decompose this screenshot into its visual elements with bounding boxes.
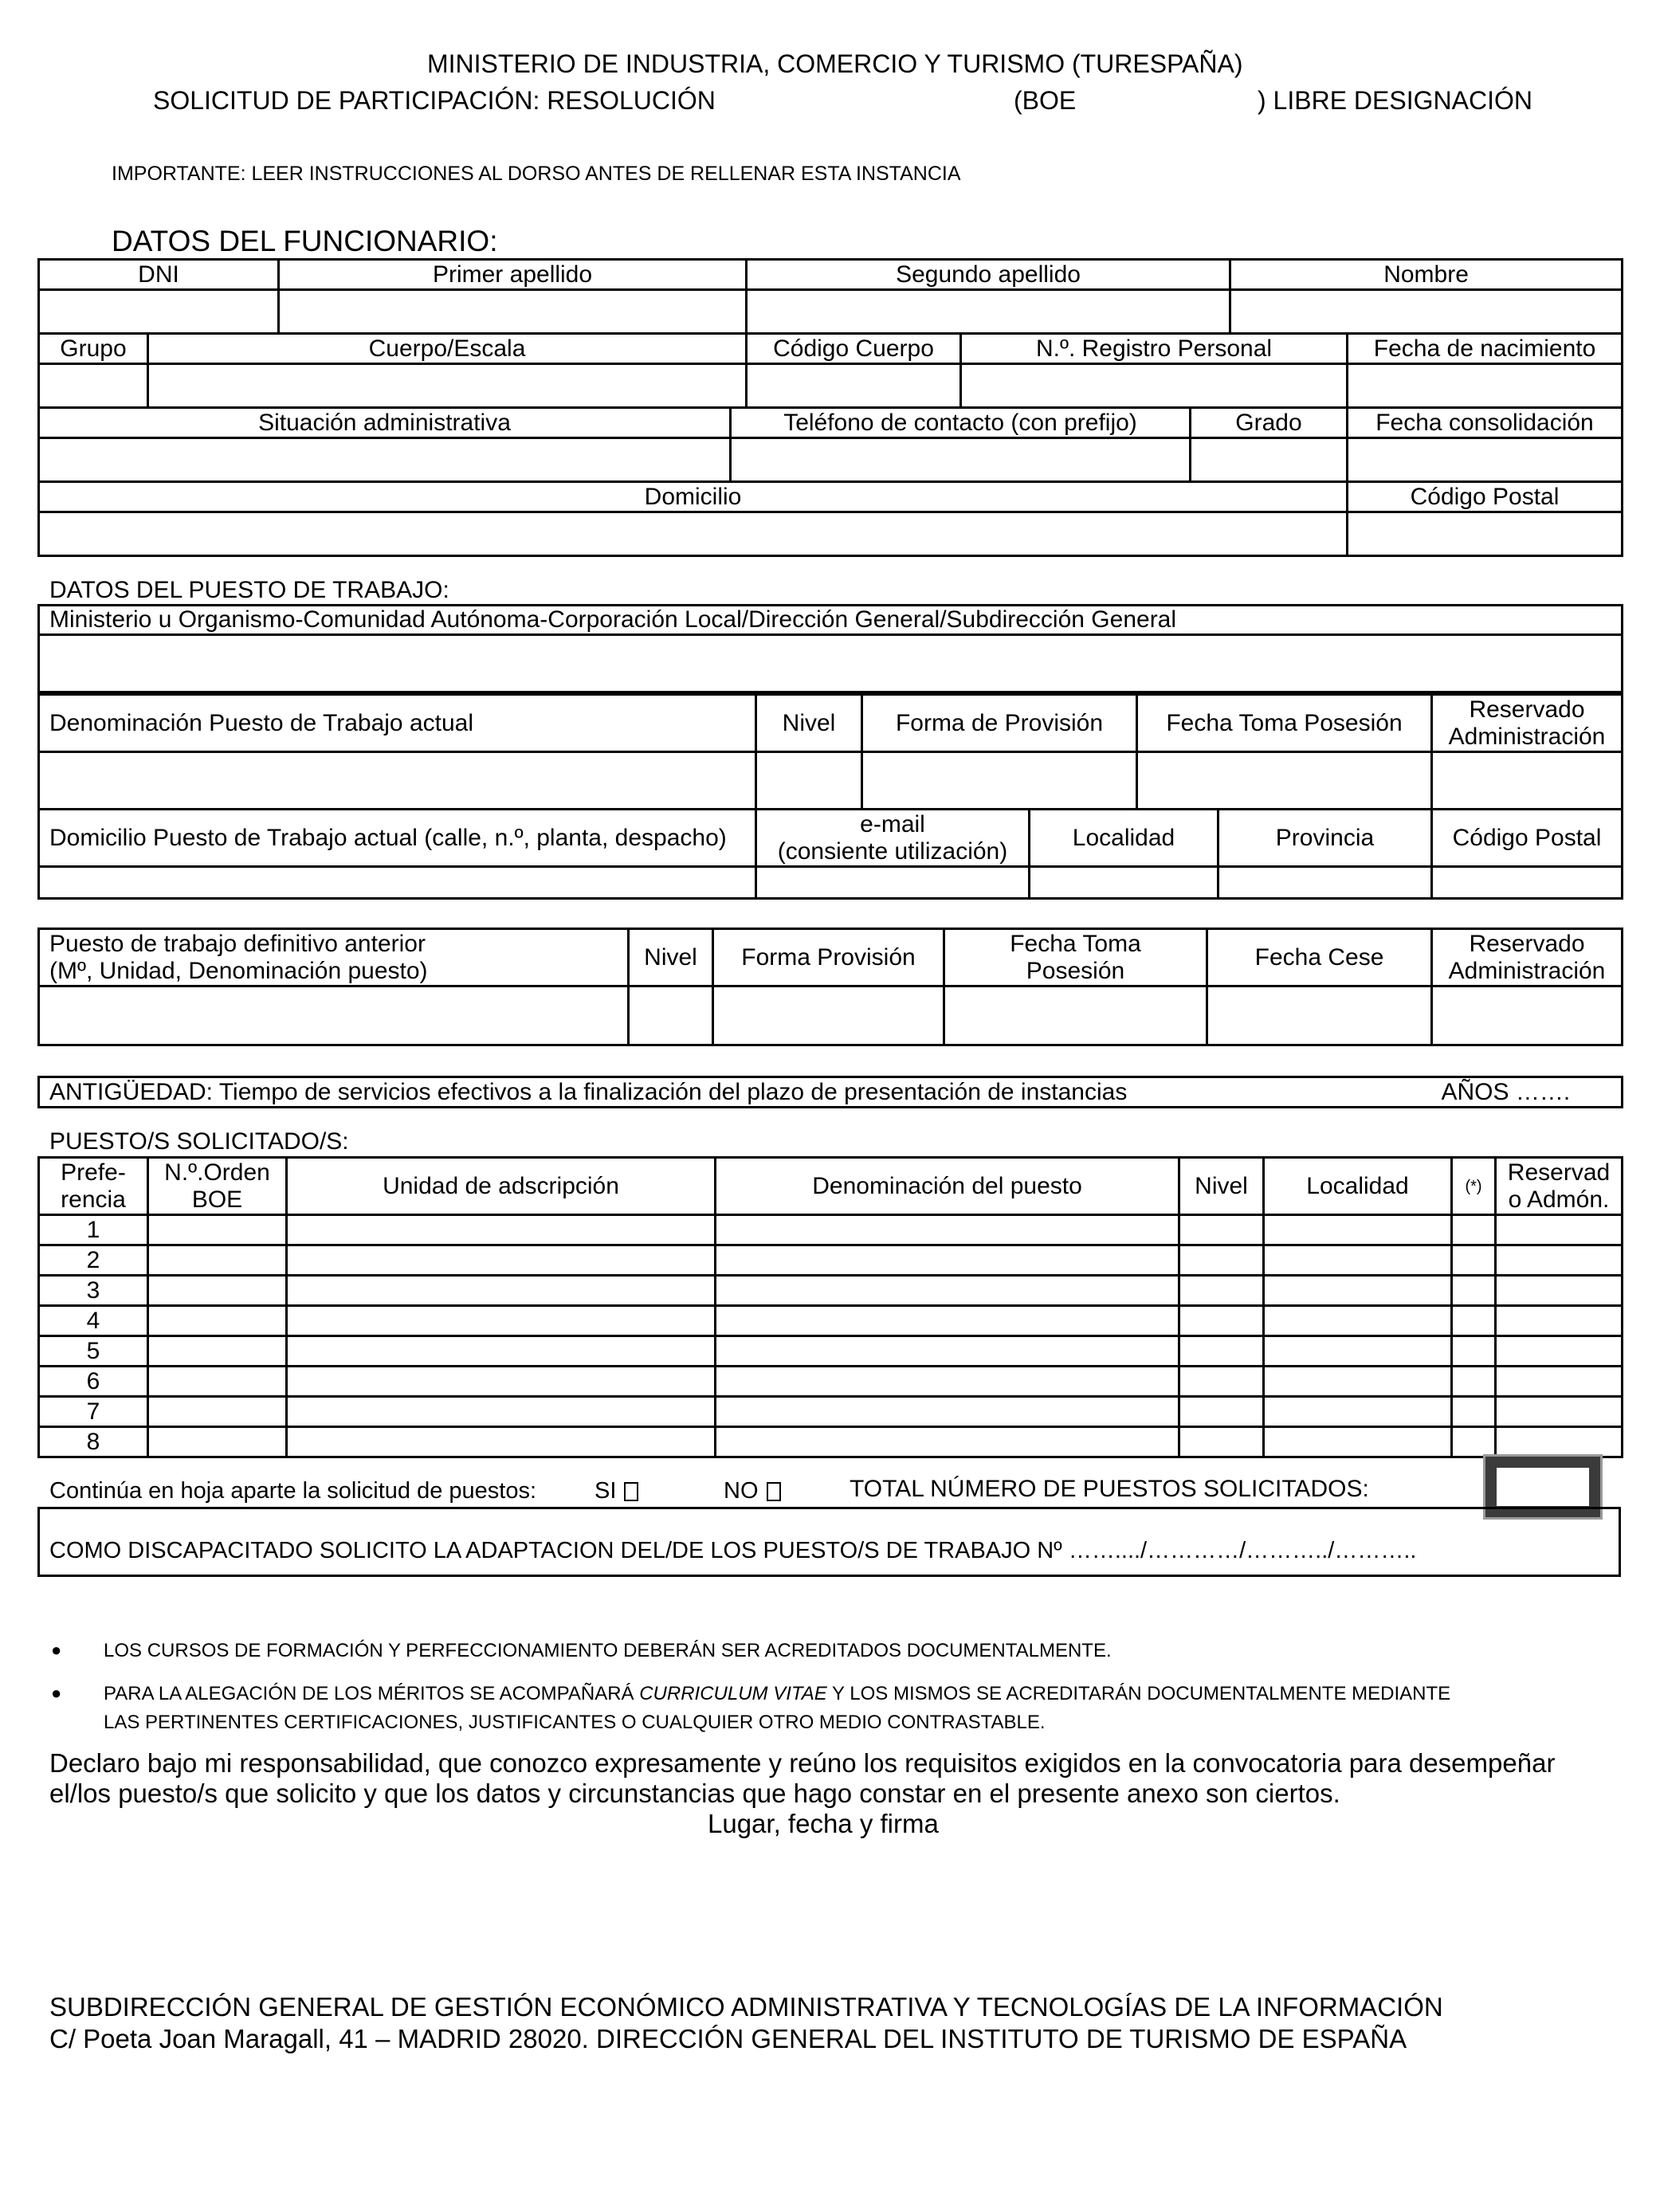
cell[interactable] bbox=[1452, 1336, 1496, 1367]
label-reservado bbox=[1432, 695, 1623, 752]
table-row bbox=[39, 1336, 1623, 1367]
field-nivel[interactable] bbox=[756, 752, 862, 810]
label-cuerpo-escala: Cuerpo/Escala bbox=[148, 334, 747, 364]
cell[interactable] bbox=[287, 1397, 716, 1427]
cell[interactable] bbox=[1452, 1427, 1496, 1457]
cell[interactable] bbox=[148, 1336, 287, 1367]
field-registro-personal[interactable] bbox=[961, 364, 1348, 408]
no-option[interactable] bbox=[724, 1478, 781, 1504]
field-grado[interactable] bbox=[1191, 438, 1348, 482]
cell[interactable] bbox=[1264, 1306, 1452, 1336]
label-localidad: Localidad bbox=[1030, 810, 1218, 867]
pref-line1: Prefe- bbox=[61, 1159, 126, 1186]
puesto-anterior-line2: (Mº, Unidad, Denominación puesto) bbox=[49, 957, 428, 984]
cell[interactable] bbox=[148, 1427, 287, 1457]
cell[interactable] bbox=[1496, 1306, 1623, 1336]
footer-line2: C/ Poeta Joan Maragall, 41 – MADRID 28020. DIRECCIÓN GENERAL DEL INSTITUTO DE TURISMO DE ESPAÑA bbox=[49, 2024, 1407, 2053]
cell[interactable] bbox=[1496, 1427, 1623, 1457]
table-row bbox=[39, 1427, 1623, 1457]
field-forma-provision-anterior[interactable] bbox=[713, 986, 944, 1045]
label-denominacion-solicitado: Denominación del puesto bbox=[716, 1158, 1179, 1215]
puesto-table-2 bbox=[37, 693, 1623, 810]
row-number: 5 bbox=[39, 1336, 148, 1367]
label-situacion: Situación administrativa bbox=[39, 408, 731, 438]
cell[interactable] bbox=[1264, 1215, 1452, 1245]
solicitados-table bbox=[37, 1156, 1623, 1458]
label-fecha-cese: Fecha Cese bbox=[1207, 929, 1432, 986]
field-reservado[interactable] bbox=[1432, 752, 1623, 810]
funcionario-title: DATOS DEL FUNCIONARIO: bbox=[112, 225, 498, 257]
table-row bbox=[39, 1215, 1623, 1245]
cell[interactable] bbox=[148, 1397, 287, 1427]
bullet-text-1: LOS CURSOS DE FORMACIÓN Y PERFECCIONAMIENTO DEBERÁN SER ACREDITADOS DOCUMENTALMENTE. bbox=[104, 1640, 1112, 1661]
important-note: IMPORTANTE: LEER INSTRUCCIONES AL DORSO ANTES DE RELLENAR ESTA INSTANCIA bbox=[112, 163, 961, 185]
label-orden-boe bbox=[148, 1158, 287, 1215]
label-domicilio-puesto: Domicilio Puesto de Trabajo actual (calle, n.º, planta, despacho) bbox=[39, 810, 756, 867]
header-ministry: MINISTERIO DE INDUSTRIA, COMERCIO Y TURISMO (TURESPAÑA) bbox=[427, 49, 1243, 78]
field-puesto-anterior[interactable] bbox=[39, 986, 629, 1045]
cell[interactable] bbox=[1496, 1336, 1623, 1367]
cell[interactable] bbox=[1179, 1245, 1264, 1276]
label-reservado-anterior bbox=[1432, 929, 1623, 986]
cell[interactable] bbox=[716, 1397, 1179, 1427]
row-number: 8 bbox=[39, 1427, 148, 1457]
field-localidad[interactable] bbox=[1030, 867, 1218, 899]
label-grado: Grado bbox=[1191, 408, 1348, 438]
cell[interactable] bbox=[148, 1245, 287, 1276]
field-ministerio[interactable] bbox=[39, 635, 1623, 692]
row-number: 4 bbox=[39, 1306, 148, 1336]
label-nivel-anterior: Nivel bbox=[629, 929, 713, 986]
fecha-toma-line2: Posesión bbox=[1026, 957, 1125, 984]
reservad-line1: Reservad bbox=[1507, 1159, 1611, 1186]
cell[interactable] bbox=[1452, 1276, 1496, 1306]
label-email bbox=[756, 810, 1030, 867]
cell[interactable] bbox=[148, 1306, 287, 1336]
cell[interactable] bbox=[287, 1306, 716, 1336]
label-forma-provision: Forma de Provisión bbox=[862, 695, 1137, 752]
funcionario-table-2 bbox=[37, 406, 1623, 557]
discapacitado-text: COMO DISCAPACITADO SOLICITO LA ADAPTACION DEL/DE LOS PUESTO/S DE TRABAJO Nº ……..../…………/………../……….. bbox=[49, 1538, 1417, 1563]
cell[interactable] bbox=[716, 1336, 1179, 1367]
header-solicitud: SOLICITUD DE PARTICIPACIÓN: RESOLUCIÓN bbox=[153, 86, 716, 115]
no-checkbox[interactable] bbox=[767, 1482, 781, 1501]
table-row bbox=[39, 1367, 1623, 1397]
cell[interactable] bbox=[1452, 1367, 1496, 1397]
cell[interactable] bbox=[1179, 1276, 1264, 1306]
field-fecha-consolidacion[interactable] bbox=[1348, 438, 1623, 482]
cell[interactable] bbox=[287, 1215, 716, 1245]
label-unidad: Unidad de adscripción bbox=[287, 1158, 716, 1215]
bullet-text-2 bbox=[104, 1683, 1450, 1705]
bullet-2-italic: CURRICULUM VITAE bbox=[639, 1683, 827, 1704]
no-label: NO bbox=[724, 1478, 759, 1504]
puesto-anterior-line1: Puesto de trabajo definitivo anterior bbox=[49, 930, 426, 957]
row-number: 2 bbox=[39, 1245, 148, 1276]
field-fecha-cese[interactable] bbox=[1207, 986, 1432, 1045]
cell[interactable] bbox=[1496, 1397, 1623, 1427]
label-ministerio: Ministerio u Organismo-Comunidad Autónoma-Corporación Local/Dirección General/Subdirección General bbox=[39, 606, 1623, 635]
field-codigo-cuerpo[interactable] bbox=[747, 364, 961, 408]
field-provincia[interactable] bbox=[1218, 867, 1432, 899]
puesto-table-3 bbox=[37, 808, 1623, 900]
cell[interactable] bbox=[1452, 1397, 1496, 1427]
si-option[interactable] bbox=[595, 1478, 638, 1504]
field-cuerpo-escala[interactable] bbox=[148, 364, 747, 408]
bullet-icon: ● bbox=[51, 1683, 62, 1703]
si-checkbox[interactable] bbox=[624, 1482, 638, 1501]
field-reservado-anterior[interactable] bbox=[1432, 986, 1623, 1045]
cell[interactable] bbox=[1179, 1336, 1264, 1367]
table-row bbox=[39, 1397, 1623, 1427]
cell[interactable] bbox=[1496, 1367, 1623, 1397]
field-situacion[interactable] bbox=[39, 438, 731, 482]
label-preferencia bbox=[39, 1158, 148, 1215]
anterior-table bbox=[37, 928, 1623, 1046]
antiguedad-table bbox=[37, 1076, 1623, 1108]
lugar-fecha-firma: Lugar, fecha y firma bbox=[708, 1809, 939, 1838]
cell[interactable] bbox=[1264, 1367, 1452, 1397]
cell[interactable] bbox=[716, 1215, 1179, 1245]
footer-line1: SUBDIRECCIÓN GENERAL DE GESTIÓN ECONÓMICO ADMINISTRATIVA Y TECNOLOGÍAS DE LA INFORMACIÓN bbox=[49, 1992, 1443, 2022]
cell[interactable] bbox=[287, 1427, 716, 1457]
row-number: 6 bbox=[39, 1367, 148, 1397]
label-reservado-solicitado bbox=[1496, 1158, 1623, 1215]
field-segundo-apellido[interactable] bbox=[747, 290, 1230, 334]
total-label: TOTAL NÚMERO DE PUESTOS SOLICITADOS: bbox=[850, 1476, 1369, 1502]
label-fecha-toma: Fecha Toma Posesión bbox=[1137, 695, 1432, 752]
label-codigo-postal-puesto: Código Postal bbox=[1432, 810, 1623, 867]
solicitados-title: PUESTO/S SOLICITADO/S: bbox=[49, 1128, 349, 1155]
label-fecha-nacimiento: Fecha de nacimiento bbox=[1348, 334, 1623, 364]
field-email[interactable] bbox=[756, 867, 1030, 899]
pref-line2: rencia bbox=[61, 1186, 126, 1213]
cell[interactable] bbox=[1179, 1427, 1264, 1457]
label-asterisk: (*) bbox=[1452, 1158, 1496, 1215]
declaro-line2: el/los puesto/s que solicito y que los datos y circunstancias que hago constar en el presente anexo son ciertos. bbox=[49, 1779, 1340, 1808]
label-nombre: Nombre bbox=[1230, 260, 1623, 290]
cell[interactable] bbox=[1496, 1276, 1623, 1306]
label-nivel-solicitado: Nivel bbox=[1179, 1158, 1264, 1215]
field-denominacion-puesto[interactable] bbox=[39, 752, 756, 810]
cell[interactable] bbox=[1264, 1336, 1452, 1367]
label-nivel: Nivel bbox=[756, 695, 862, 752]
table-row bbox=[39, 1276, 1623, 1306]
label-denominacion-puesto: Denominación Puesto de Trabajo actual bbox=[39, 695, 756, 752]
cell[interactable] bbox=[1264, 1245, 1452, 1276]
cell[interactable] bbox=[287, 1336, 716, 1367]
cell[interactable] bbox=[1179, 1397, 1264, 1427]
label-grupo: Grupo bbox=[39, 334, 148, 364]
header-boe: (BOE bbox=[1014, 86, 1077, 115]
cell[interactable] bbox=[1264, 1276, 1452, 1306]
label-provincia: Provincia bbox=[1218, 810, 1432, 867]
bullet-2-pre: PARA LA ALEGACIÓN DE LOS MÉRITOS SE ACOMPAÑARÁ bbox=[104, 1683, 640, 1704]
field-telefono[interactable] bbox=[731, 438, 1191, 482]
field-forma-provision[interactable] bbox=[862, 752, 1137, 810]
label-primer-apellido: Primer apellido bbox=[279, 260, 747, 290]
label-segundo-apellido: Segundo apellido bbox=[747, 260, 1230, 290]
si-label: SI bbox=[595, 1478, 617, 1504]
cell[interactable] bbox=[287, 1367, 716, 1397]
cell[interactable] bbox=[1179, 1367, 1264, 1397]
field-primer-apellido[interactable] bbox=[279, 290, 747, 334]
field-fecha-toma-anterior[interactable] bbox=[944, 986, 1207, 1045]
label-dni: DNI bbox=[39, 260, 279, 290]
orden-line2: BOE bbox=[191, 1186, 243, 1213]
field-nombre[interactable] bbox=[1230, 290, 1623, 334]
label-forma-provision-anterior: Forma Provisión bbox=[713, 929, 944, 986]
row-number: 3 bbox=[39, 1276, 148, 1306]
reservado-anterior-line2: Administración bbox=[1448, 957, 1606, 984]
table-row bbox=[39, 1245, 1623, 1276]
cell[interactable] bbox=[1496, 1245, 1623, 1276]
field-domicilio[interactable] bbox=[39, 512, 1348, 556]
cell[interactable] bbox=[1452, 1306, 1496, 1336]
cell[interactable] bbox=[148, 1367, 287, 1397]
email-line2: (consiente utilización) bbox=[777, 837, 1008, 865]
bullet-icon: ● bbox=[51, 1640, 62, 1660]
reservado-line1: Reservado bbox=[1469, 696, 1585, 723]
cell[interactable] bbox=[1179, 1306, 1264, 1336]
cell[interactable] bbox=[716, 1367, 1179, 1397]
reservado-anterior-line1: Reservado bbox=[1469, 930, 1585, 957]
cell[interactable] bbox=[1496, 1215, 1623, 1245]
cell[interactable] bbox=[148, 1276, 287, 1306]
label-codigo-cuerpo: Código Cuerpo bbox=[747, 334, 961, 364]
label-codigo-postal: Código Postal bbox=[1348, 482, 1623, 512]
puesto-table bbox=[37, 604, 1623, 693]
field-codigo-postal-puesto[interactable] bbox=[1432, 867, 1623, 899]
field-nivel-anterior[interactable] bbox=[629, 986, 713, 1045]
reservad-line2: o Admón. bbox=[1508, 1186, 1610, 1213]
table-row bbox=[39, 1306, 1623, 1336]
row-number: 1 bbox=[39, 1215, 148, 1245]
bullet-2-post: Y LOS MISMOS SE ACREDITARÁN DOCUMENTALMENTE MEDIANTE bbox=[826, 1683, 1451, 1704]
orden-line1: N.º.Orden bbox=[164, 1159, 270, 1186]
label-fecha-consolidacion: Fecha consolidación bbox=[1348, 408, 1623, 438]
field-dni[interactable] bbox=[39, 290, 279, 334]
reservado-line2: Administración bbox=[1448, 723, 1606, 750]
field-codigo-postal[interactable] bbox=[1348, 512, 1623, 556]
label-antiguedad: ANTIGÜEDAD: Tiempo de servicios efectivos a la finalización del plazo de presentación de instancias bbox=[39, 1077, 1442, 1108]
label-anos: AÑOS ……. bbox=[1442, 1077, 1623, 1108]
field-fecha-toma[interactable] bbox=[1137, 752, 1432, 810]
cell[interactable] bbox=[716, 1427, 1179, 1457]
label-puesto-anterior bbox=[39, 929, 629, 986]
bullet-text-2b: LAS PERTINENTES CERTIFICACIONES, JUSTIFICANTES O CUALQUIER OTRO MEDIO CONTRASTABLE. bbox=[104, 1712, 1046, 1733]
cell[interactable] bbox=[1452, 1215, 1496, 1245]
label-registro-personal: N.º. Registro Personal bbox=[961, 334, 1348, 364]
row-number: 7 bbox=[39, 1397, 148, 1427]
funcionario-table bbox=[37, 258, 1623, 409]
label-fecha-toma-anterior bbox=[944, 929, 1207, 986]
label-domicilio: Domicilio bbox=[39, 482, 1348, 512]
field-fecha-nacimiento[interactable] bbox=[1348, 364, 1623, 408]
puesto-title: DATOS DEL PUESTO DE TRABAJO: bbox=[49, 577, 449, 603]
cell[interactable] bbox=[716, 1245, 1179, 1276]
cell[interactable] bbox=[1264, 1397, 1452, 1427]
header-libre-designacion: ) LIBRE DESIGNACIÓN bbox=[1258, 86, 1532, 115]
cell[interactable] bbox=[287, 1276, 716, 1306]
declaro-line1: Declaro bajo mi responsabilidad, que conozco expresamente y reúno los requisitos exigidos en la convocatoria para desempeñar bbox=[49, 1748, 1556, 1778]
cell[interactable] bbox=[716, 1306, 1179, 1336]
cell[interactable] bbox=[1264, 1427, 1452, 1457]
cell[interactable] bbox=[716, 1276, 1179, 1306]
label-localidad-solicitado: Localidad bbox=[1264, 1158, 1452, 1215]
label-telefono: Teléfono de contacto (con prefijo) bbox=[731, 408, 1191, 438]
fecha-toma-line1: Fecha Toma bbox=[1010, 930, 1141, 957]
email-line1: e-mail bbox=[860, 810, 925, 837]
field-grupo[interactable] bbox=[39, 364, 148, 408]
field-domicilio-puesto[interactable] bbox=[39, 867, 756, 899]
cell[interactable] bbox=[1452, 1245, 1496, 1276]
cell[interactable] bbox=[287, 1245, 716, 1276]
continua-label: Continúa en hoja aparte la solicitud de puestos: bbox=[49, 1478, 537, 1504]
cell[interactable] bbox=[148, 1215, 287, 1245]
cell[interactable] bbox=[1179, 1215, 1264, 1245]
